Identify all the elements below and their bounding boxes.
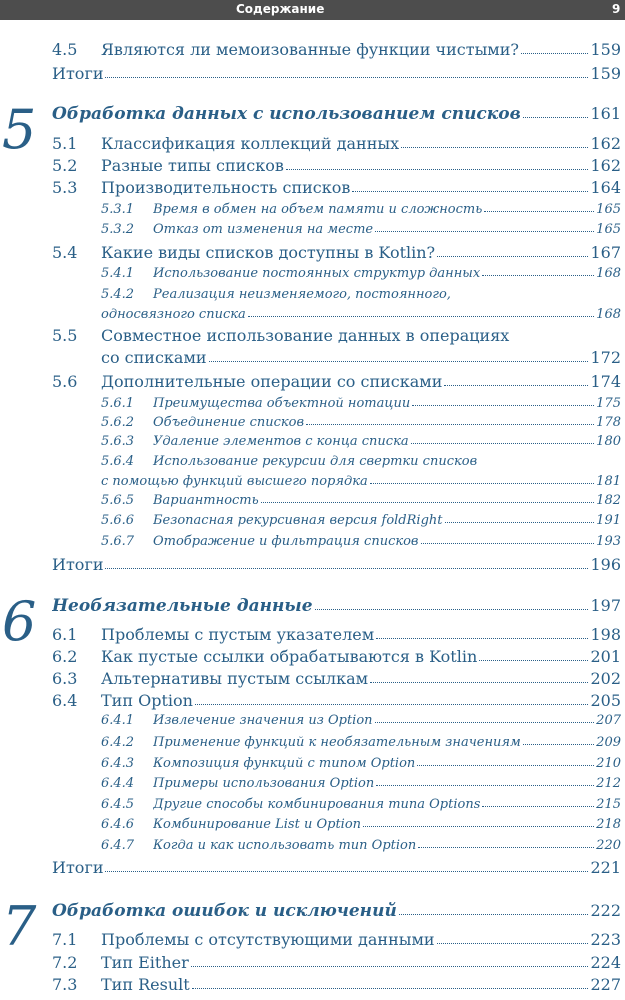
entry-title[interactable]: Необязательные данные — [52, 596, 313, 616]
dot-leader — [105, 568, 588, 569]
entry-number: 6.4.7 — [101, 838, 135, 853]
entry-title[interactable]: Отображение и фильтрация списков — [153, 534, 419, 549]
entry-page-number[interactable]: 178 — [596, 415, 621, 430]
dot-leader — [401, 147, 588, 148]
entry-number: 5.6.4 — [101, 454, 135, 469]
dot-leader — [523, 117, 589, 118]
entry-number: 7.2 — [52, 953, 78, 972]
entry-page-number[interactable]: 172 — [590, 348, 621, 367]
entry-title[interactable]: Тип Either — [101, 953, 189, 972]
dot-leader — [437, 943, 589, 944]
toc-entry[interactable] — [153, 713, 621, 728]
entry-title[interactable]: Производительность списков — [101, 178, 351, 197]
entry-page-number[interactable]: 224 — [590, 953, 621, 972]
entry-title[interactable]: Применение функций к необязательным значениям — [153, 735, 521, 750]
entry-number: 5.3.1 — [101, 202, 135, 217]
entry-title[interactable]: со списками — [101, 348, 207, 367]
entry-title[interactable]: Какие виды списков доступны в Kotlin? — [101, 243, 436, 262]
dot-leader — [484, 211, 594, 212]
entry-title[interactable]: Реализация неизменяемого, постоянного, — [153, 287, 451, 302]
entry-title[interactable]: Безопасная рекурсивная версия foldRight — [153, 513, 443, 528]
entry-page-number[interactable]: 210 — [596, 756, 621, 771]
dot-leader — [412, 405, 594, 406]
dot-leader — [363, 826, 594, 827]
dot-leader — [445, 522, 595, 523]
entry-title[interactable]: Как пустые ссылки обрабатываются в Kotlin — [101, 647, 478, 666]
dot-leader — [209, 361, 589, 362]
dot-leader — [261, 502, 594, 503]
dot-leader — [352, 191, 588, 192]
entry-page-number[interactable]: 196 — [590, 555, 621, 574]
entry-title[interactable]: Другие способы комбинирования типа Options — [153, 797, 481, 812]
entry-title[interactable]: Преимущества объектной нотации — [153, 396, 411, 411]
entry-page-number[interactable]: 215 — [596, 797, 621, 812]
toc-entry[interactable] — [101, 243, 621, 262]
entry-title[interactable]: Классификация коллекций данных — [101, 134, 400, 153]
dot-leader — [286, 169, 589, 170]
dot-leader — [523, 744, 594, 745]
entry-page-number[interactable]: 182 — [596, 493, 621, 508]
toc-entry[interactable] — [101, 930, 621, 949]
entry-title[interactable]: Использование рекурсии для свертки списков — [153, 454, 478, 469]
entry-page-number[interactable]: 198 — [590, 625, 621, 644]
entry-number: 5.6.2 — [101, 415, 135, 430]
dot-leader — [521, 53, 588, 54]
entry-number: 6.4 — [52, 691, 78, 710]
entry-title[interactable]: Итоги — [52, 858, 104, 877]
toc-entry[interactable] — [101, 691, 621, 710]
entry-page-number[interactable]: 161 — [590, 104, 621, 123]
entry-page-number[interactable]: 223 — [590, 930, 621, 949]
entry-page-number[interactable]: 207 — [596, 713, 621, 728]
dot-leader — [482, 275, 594, 276]
entry-number: 5.5 — [52, 326, 78, 345]
entry-page-number[interactable]: 167 — [590, 243, 621, 262]
entry-title[interactable]: Объединение списков — [153, 415, 305, 430]
dot-leader — [482, 806, 594, 807]
entry-page-number[interactable]: 201 — [590, 647, 621, 666]
entry-title[interactable]: Отказ от изменения на месте — [153, 222, 374, 237]
dot-leader — [399, 914, 589, 915]
entry-title[interactable]: Итоги — [52, 555, 104, 574]
entry-title[interactable]: Разные типы списков — [101, 156, 284, 175]
entry-page-number[interactable]: 193 — [596, 534, 621, 549]
dot-leader — [105, 871, 588, 872]
entry-title[interactable]: Проблемы с пустым указателем — [101, 625, 375, 644]
entry-title[interactable]: с помощью функций высшего порядка — [101, 474, 368, 489]
dot-leader — [376, 785, 594, 786]
entry-title[interactable]: Тип Option — [101, 691, 193, 710]
entry-number: 5.3.2 — [101, 222, 135, 237]
toc-entry[interactable] — [52, 901, 621, 921]
entry-page-number[interactable]: 159 — [590, 40, 621, 59]
header-page-number: 9 — [612, 2, 621, 16]
entry-page-number[interactable]: 191 — [596, 513, 621, 528]
toc-entry[interactable] — [101, 669, 621, 688]
entry-number: 6.4.2 — [101, 735, 135, 750]
entry-page-number[interactable]: 221 — [590, 858, 621, 877]
toc-entry[interactable] — [52, 64, 621, 83]
entry-page-number[interactable]: 222 — [590, 901, 621, 920]
entry-page-number[interactable]: 227 — [590, 975, 621, 994]
entry-title[interactable]: Удаление элементов с конца списка — [153, 434, 409, 449]
toc-entry[interactable] — [153, 415, 621, 430]
toc-entry[interactable] — [153, 756, 621, 771]
entry-page-number[interactable]: 181 — [596, 474, 621, 489]
dot-leader — [370, 483, 594, 484]
entry-number: 4.5 — [52, 40, 78, 59]
toc-entry[interactable] — [153, 776, 621, 791]
entry-title[interactable]: Обработка ошибок и исключений — [52, 901, 397, 921]
toc-entry[interactable] — [101, 178, 621, 197]
chapter-number: 7 — [2, 895, 37, 958]
toc-entry[interactable] — [153, 735, 621, 750]
entry-page-number[interactable]: 174 — [590, 372, 621, 391]
entry-title[interactable]: Примеры использования Option — [153, 776, 375, 791]
dot-leader — [479, 660, 588, 661]
entry-page-number[interactable]: 220 — [596, 838, 621, 853]
entry-number: 6.4.1 — [101, 713, 135, 728]
chapter-number: 5 — [2, 98, 37, 161]
entry-number: 6.4.6 — [101, 817, 135, 832]
dot-leader — [105, 77, 588, 78]
entry-page-number[interactable]: 180 — [596, 434, 621, 449]
dot-leader — [418, 847, 594, 848]
entry-number: 5.3 — [52, 178, 78, 197]
entry-number: 5.6.5 — [101, 493, 135, 508]
toc-entry[interactable] — [101, 372, 621, 391]
entry-title[interactable]: Композиция функций с типом Option — [153, 756, 416, 771]
entry-title[interactable]: Альтернативы пустым ссылкам — [101, 669, 369, 688]
toc-entry[interactable] — [52, 104, 621, 124]
toc-entry[interactable] — [153, 534, 621, 549]
entry-number: 5.1 — [52, 134, 78, 153]
entry-page-number[interactable]: 205 — [590, 691, 621, 710]
toc-entry[interactable] — [153, 266, 621, 281]
toc-entry[interactable] — [52, 858, 621, 877]
entry-page-number[interactable]: 209 — [596, 735, 621, 750]
entry-number: 5.6 — [52, 372, 78, 391]
toc-entry[interactable] — [153, 838, 621, 853]
entry-number: 5.6.7 — [101, 534, 135, 549]
toc-entry[interactable] — [101, 348, 621, 367]
toc-entry[interactable] — [101, 625, 621, 644]
toc-entry[interactable] — [101, 40, 621, 59]
entry-title[interactable]: Совместное использование данных в операциях — [101, 326, 510, 345]
entry-number: 5.4.2 — [101, 287, 135, 302]
toc-entry[interactable] — [101, 647, 621, 666]
toc-entry[interactable] — [153, 396, 621, 411]
entry-page-number[interactable]: 165 — [596, 202, 621, 217]
entry-number: 5.4.1 — [101, 266, 135, 281]
toc-entry[interactable] — [153, 817, 621, 832]
entry-title[interactable]: Извлечение значения из Option — [153, 713, 373, 728]
entry-title[interactable]: Итоги — [52, 64, 104, 83]
entry-page-number[interactable]: 175 — [596, 396, 621, 411]
toc-entry[interactable] — [101, 307, 621, 322]
dot-leader — [444, 385, 588, 386]
toc-entry[interactable] — [153, 202, 621, 217]
entry-title[interactable]: Использование постоянных структур данных — [153, 266, 481, 281]
entry-page-number[interactable]: 218 — [596, 817, 621, 832]
entry-title[interactable]: Проблемы с отсутствующими данными — [101, 930, 435, 949]
entry-number: 6.4.5 — [101, 797, 135, 812]
toc-entry[interactable] — [101, 953, 621, 972]
entry-page-number[interactable]: 168 — [596, 307, 621, 322]
entry-title[interactable]: Вариантность — [153, 493, 259, 508]
entry-title[interactable]: Тип Result — [101, 975, 190, 994]
toc-entry[interactable] — [52, 555, 621, 574]
dot-leader — [192, 988, 589, 989]
entry-page-number[interactable]: 212 — [596, 776, 621, 791]
entry-page-number[interactable]: 162 — [590, 156, 621, 175]
entry-title[interactable]: Дополнительные операции со списками — [101, 372, 443, 391]
entry-number: 7.3 — [52, 975, 78, 994]
toc-entry[interactable] — [153, 434, 621, 449]
entry-number: 6.4.4 — [101, 776, 135, 791]
entry-number: 5.4 — [52, 243, 78, 262]
entry-page-number[interactable]: 165 — [596, 222, 621, 237]
toc-entry[interactable] — [153, 513, 621, 528]
dot-leader — [315, 609, 589, 610]
entry-number: 5.6.1 — [101, 396, 135, 411]
dot-leader — [421, 543, 595, 544]
entry-page-number[interactable]: 197 — [590, 596, 621, 615]
entry-title[interactable]: Обработка данных с использованием списков — [52, 104, 521, 124]
toc-entry[interactable] — [153, 493, 621, 508]
entry-title[interactable]: Время в обмен на объем памяти и сложность — [153, 202, 483, 217]
dot-leader — [195, 704, 589, 705]
entry-title[interactable]: Являются ли мемоизованные функции чистыми? — [101, 40, 519, 59]
entry-page-number[interactable]: 162 — [590, 134, 621, 153]
dot-leader — [376, 638, 588, 639]
toc-entry[interactable] — [52, 596, 621, 616]
entry-title[interactable]: односвязного списка — [101, 307, 246, 322]
toc-entry[interactable] — [101, 134, 621, 153]
entry-number: 5.2 — [52, 156, 78, 175]
dot-leader — [411, 443, 595, 444]
entry-number: 6.3 — [52, 669, 78, 688]
toc-entry[interactable] — [101, 975, 621, 994]
entry-number: 7.1 — [52, 930, 78, 949]
entry-number: 6.1 — [52, 625, 78, 644]
entry-number: 5.6.6 — [101, 513, 135, 528]
dot-leader — [191, 966, 589, 967]
dot-leader — [375, 722, 595, 723]
toc-entry[interactable] — [153, 222, 621, 237]
dot-leader — [375, 231, 594, 232]
header-title: Содержание — [236, 2, 325, 16]
entry-page-number[interactable]: 202 — [590, 669, 621, 688]
chapter-number: 6 — [2, 590, 37, 653]
dot-leader — [248, 316, 594, 317]
entry-number: 6.2 — [52, 647, 78, 666]
entry-title[interactable]: Когда и как использовать тип Option — [153, 838, 417, 853]
entry-page-number[interactable]: 164 — [590, 178, 621, 197]
entry-title[interactable]: Комбинирование List и Option — [153, 817, 362, 832]
toc-entry[interactable] — [153, 797, 621, 812]
entry-page-number[interactable]: 168 — [596, 266, 621, 281]
entry-number: 5.6.3 — [101, 434, 135, 449]
entry-page-number[interactable]: 159 — [590, 64, 621, 83]
dot-leader — [306, 424, 594, 425]
dot-leader — [370, 682, 588, 683]
toc-entry[interactable] — [101, 156, 621, 175]
dot-leader — [417, 765, 594, 766]
dot-leader — [437, 256, 588, 257]
entry-number: 6.4.3 — [101, 756, 135, 771]
toc-entry[interactable] — [101, 474, 621, 489]
